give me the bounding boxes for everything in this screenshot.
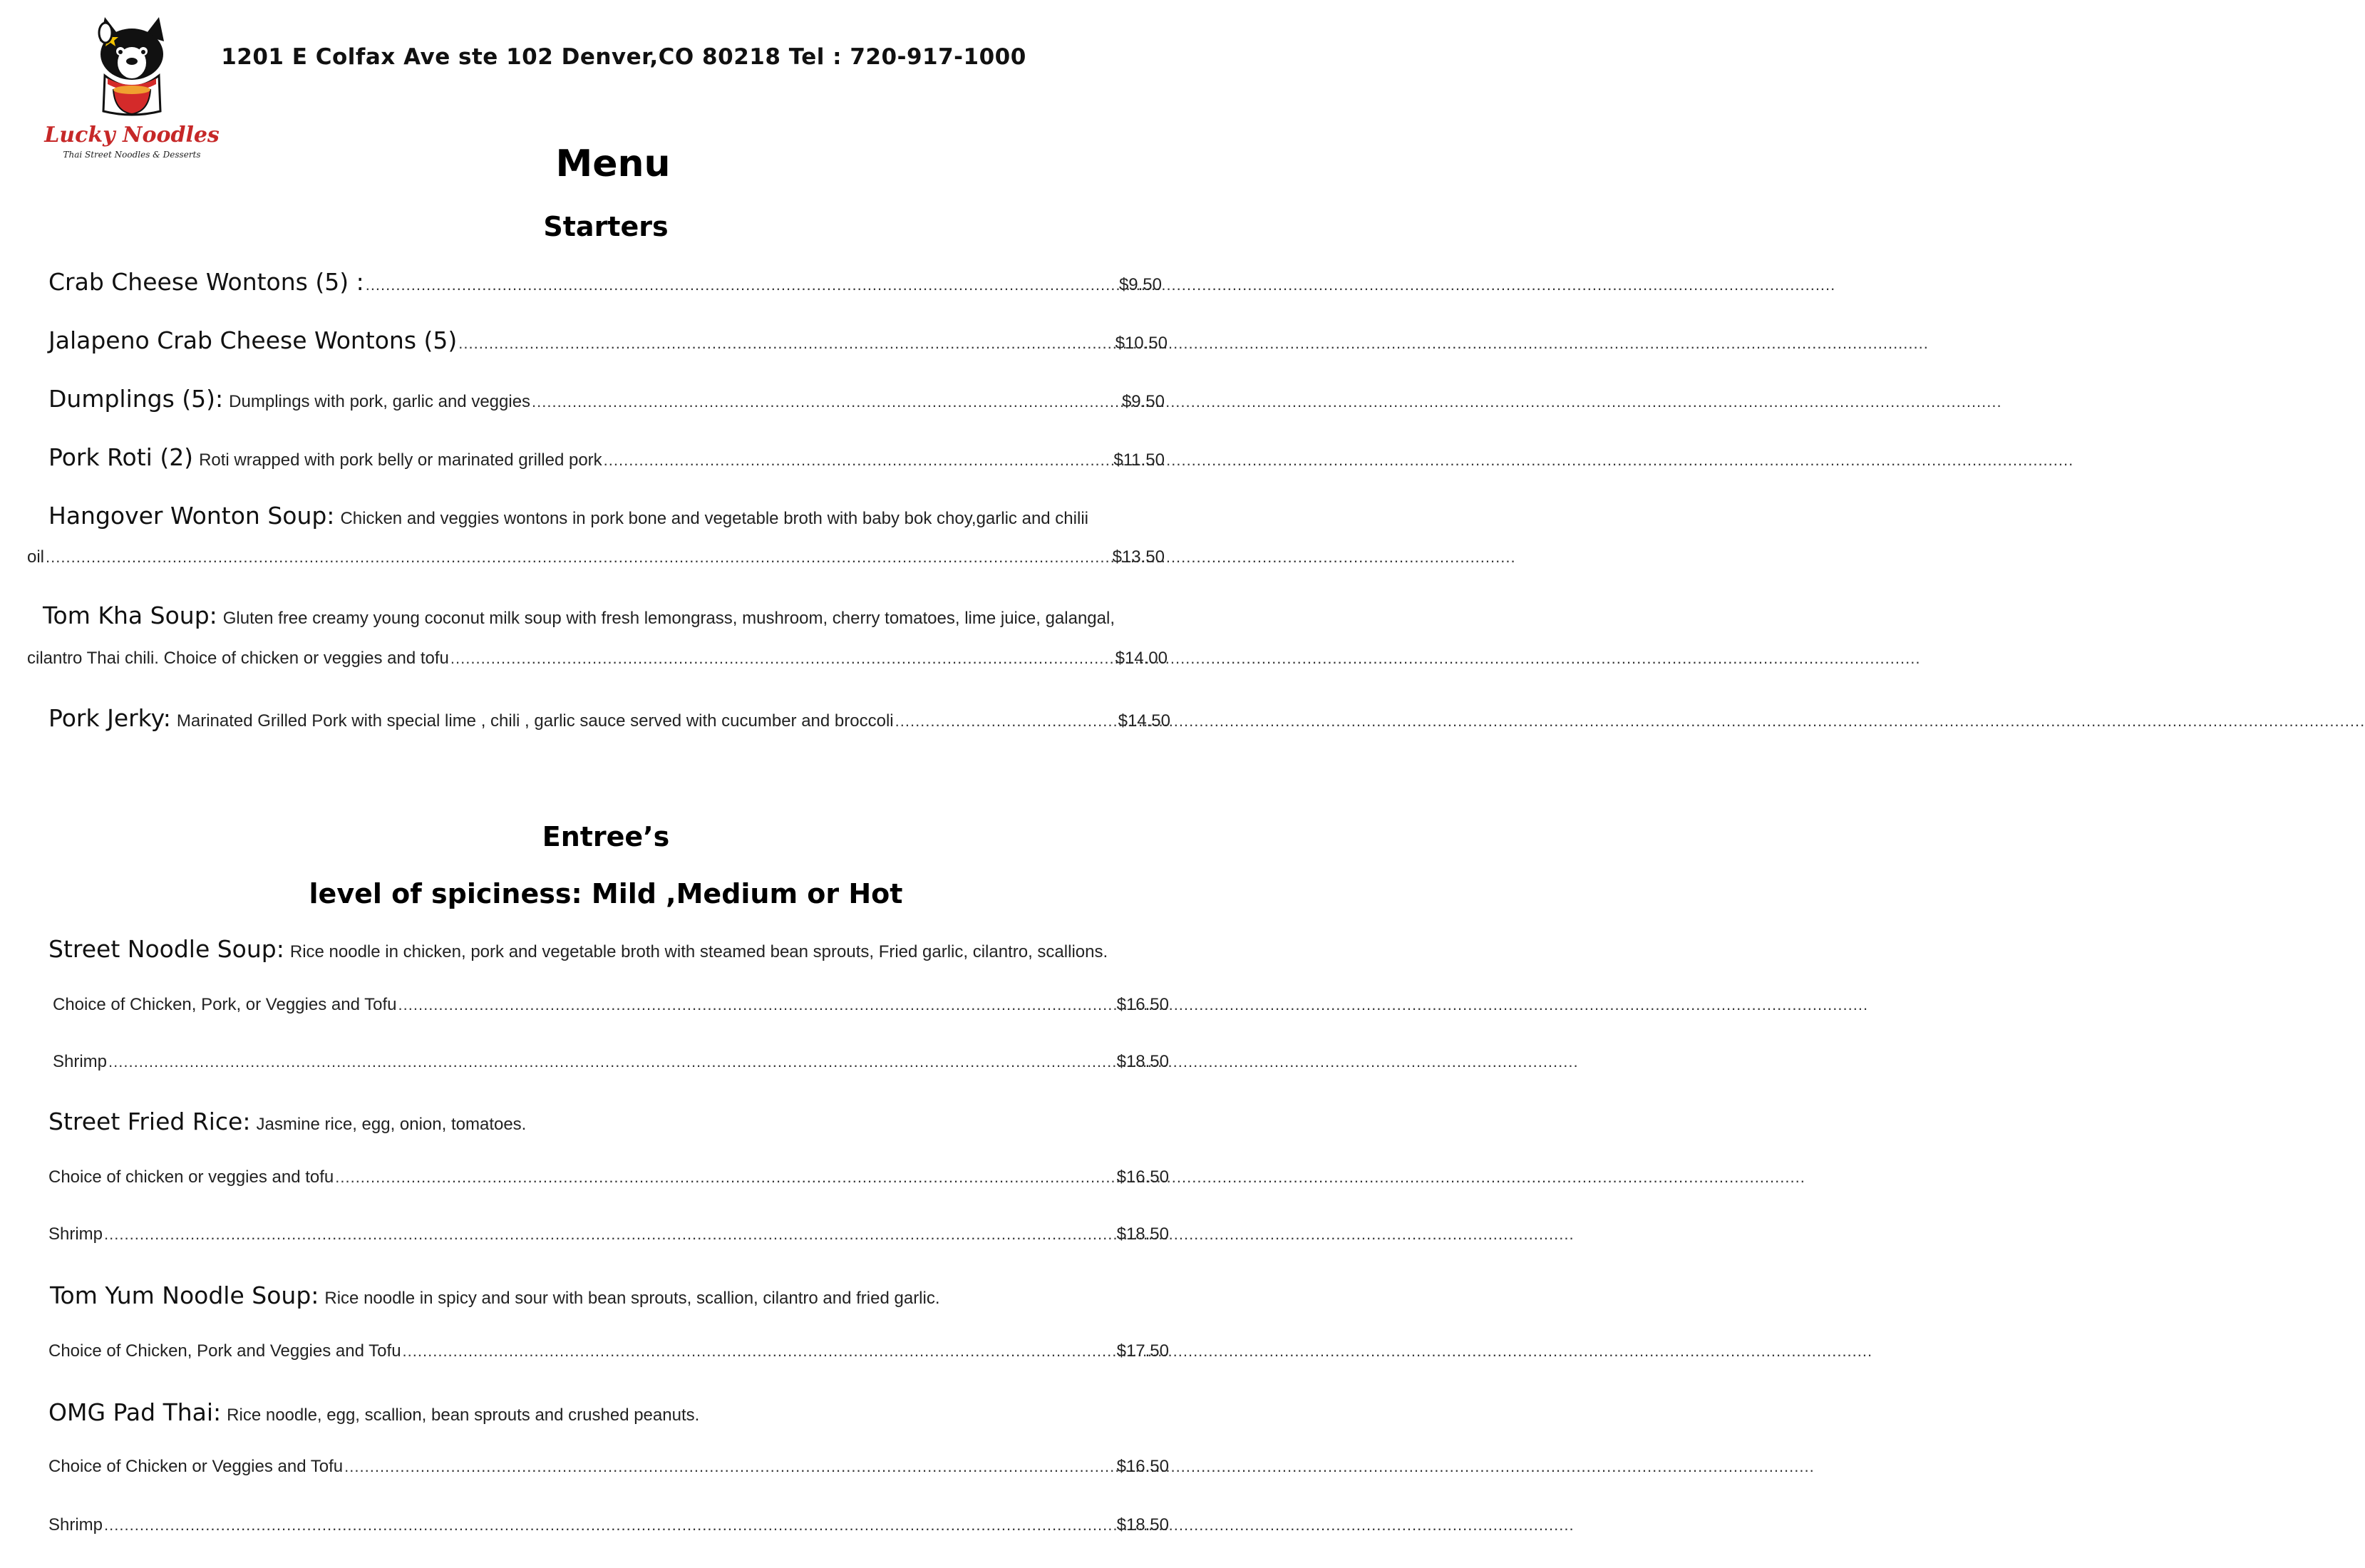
item-name: Crab Cheese Wontons (5) : — [48, 268, 364, 296]
item-name: Tom Kha Soup: — [43, 602, 217, 629]
entrees-heading: Entree’s — [542, 821, 670, 852]
entree-option — [53, 1052, 1169, 1072]
option-label: Shrimp — [53, 1052, 108, 1071]
option-price: $18.50 — [1116, 1515, 1169, 1535]
item-price: $14.50 — [1118, 711, 1170, 731]
item-description: Chicken and veggies wontons in pork bone and vegetable broth with baby bok choy,garlic and chilii — [340, 509, 1088, 528]
entree-option — [48, 1341, 1169, 1361]
item-price: $9.50 — [1118, 275, 1162, 294]
restaurant-logo — [44, 4, 220, 163]
leader-dots — [46, 548, 1113, 567]
leader-dots — [104, 1516, 1117, 1535]
item-name: Tom Yum Noodle Soup: — [50, 1281, 319, 1309]
option-price: $18.50 — [1116, 1052, 1169, 1071]
item-description: Dumplings with pork, garlic and veggies — [229, 392, 531, 411]
starter-item — [48, 443, 1165, 471]
starter-item-continued — [27, 547, 1165, 567]
entree-option — [48, 1515, 1169, 1535]
option-label: Choice of chicken or veggies and tofu — [48, 1167, 334, 1187]
starter-item — [48, 502, 1189, 530]
item-description: Rice noodle, egg, scallion, bean sprouts and crushed peanuts. — [227, 1405, 700, 1425]
option-price: $17.50 — [1116, 1341, 1169, 1361]
option-label: Shrimp — [48, 1224, 103, 1244]
item-name: OMG Pad Thai: — [48, 1398, 222, 1426]
item-description: Rice noodle in chicken, pork and vegetable broth with steamed bean sprouts, Fried garlic, cilantro, scallions. — [289, 942, 1108, 961]
leader-dots — [895, 712, 1118, 731]
item-price: $10.50 — [1115, 334, 1168, 353]
logo-name: Lucky Noodles — [44, 123, 220, 148]
option-price: $16.50 — [1116, 1167, 1169, 1187]
item-description: Jasmine rice, egg, onion, tomatoes. — [256, 1115, 527, 1134]
item-name: Pork Jerky: — [48, 704, 171, 732]
leader-dots — [344, 1458, 1116, 1476]
address-line: 1201 E Colfax Ave ste 102 Denver,CO 80218 Tel : 720-917-1000 — [221, 44, 1026, 70]
entree-item — [50, 1281, 1190, 1309]
leader-dots — [532, 393, 1122, 411]
menu-title: Menu — [555, 143, 671, 185]
option-label: Choice of Chicken, Pork, or Veggies and Tofu — [53, 995, 397, 1014]
item-name: Street Noodle Soup: — [48, 935, 284, 963]
leader-dots — [403, 1342, 1117, 1361]
item-price: $14.00 — [1115, 649, 1168, 668]
starter-item — [48, 326, 1168, 354]
leader-dots — [104, 1225, 1117, 1244]
item-description-continued: oil — [27, 547, 45, 567]
leader-dots — [458, 334, 1115, 353]
entree-item — [48, 935, 1203, 963]
item-name: Pork Roti (2) — [48, 443, 194, 471]
item-name: Hangover Wonton Soup: — [48, 502, 335, 530]
leader-dots — [108, 1053, 1117, 1071]
item-name: Jalapeno Crab Cheese Wontons (5) — [48, 326, 458, 354]
item-description-continued: cilantro Thai chili. Choice of chicken or veggies and tofu — [27, 649, 449, 668]
entree-option — [48, 1457, 1169, 1477]
entree-item — [48, 1108, 1189, 1135]
item-name: Street Fried Rice: — [48, 1108, 251, 1135]
leader-dots — [335, 1168, 1116, 1187]
entree-option — [48, 1167, 1169, 1187]
starter-item — [43, 602, 1197, 629]
leader-dots — [398, 996, 1117, 1014]
item-description: Gluten free creamy young coconut milk soup with fresh lemongrass, mushroom, cherry tomatoes, lime juice, galangal, — [222, 609, 1115, 628]
item-description: Marinated Grilled Pork with special lime , chili , garlic sauce served with cucumber and broccoli — [176, 711, 894, 731]
item-description: Roti wrapped with pork belly or marinated grilled pork — [199, 450, 602, 470]
starter-item-continued — [27, 649, 1168, 669]
entree-option — [48, 1224, 1169, 1244]
item-price: $11.50 — [1113, 450, 1165, 470]
spiciness-heading: level of spiciness: Mild ,Medium or Hot — [309, 878, 903, 909]
leader-dots — [450, 649, 1115, 668]
leader-dots — [604, 451, 1114, 470]
option-label: Choice of Chicken or Veggies and Tofu — [48, 1457, 344, 1476]
starter-item — [48, 268, 1162, 296]
starter-item — [48, 704, 1170, 732]
item-price: $13.50 — [1112, 547, 1165, 567]
option-price: $16.50 — [1116, 995, 1169, 1014]
option-label: Choice of Chicken, Pork and Veggies and Tofu — [48, 1341, 401, 1361]
entree-item — [48, 1398, 1189, 1426]
leader-dots — [366, 276, 1119, 294]
starter-item — [48, 385, 1165, 413]
option-price: $16.50 — [1116, 1457, 1169, 1476]
logo-tagline: Thai Street Noodles & Desserts — [63, 150, 201, 160]
item-price: $9.50 — [1121, 392, 1165, 411]
entree-option — [53, 995, 1169, 1015]
item-name: Dumplings (5): — [48, 385, 224, 413]
item-description: Rice noodle in spicy and sour with bean sprouts, scallion, cilantro and fried garlic. — [324, 1289, 940, 1308]
starters-heading: Starters — [543, 211, 669, 242]
option-price: $18.50 — [1116, 1224, 1169, 1244]
option-label: Shrimp — [48, 1515, 103, 1535]
